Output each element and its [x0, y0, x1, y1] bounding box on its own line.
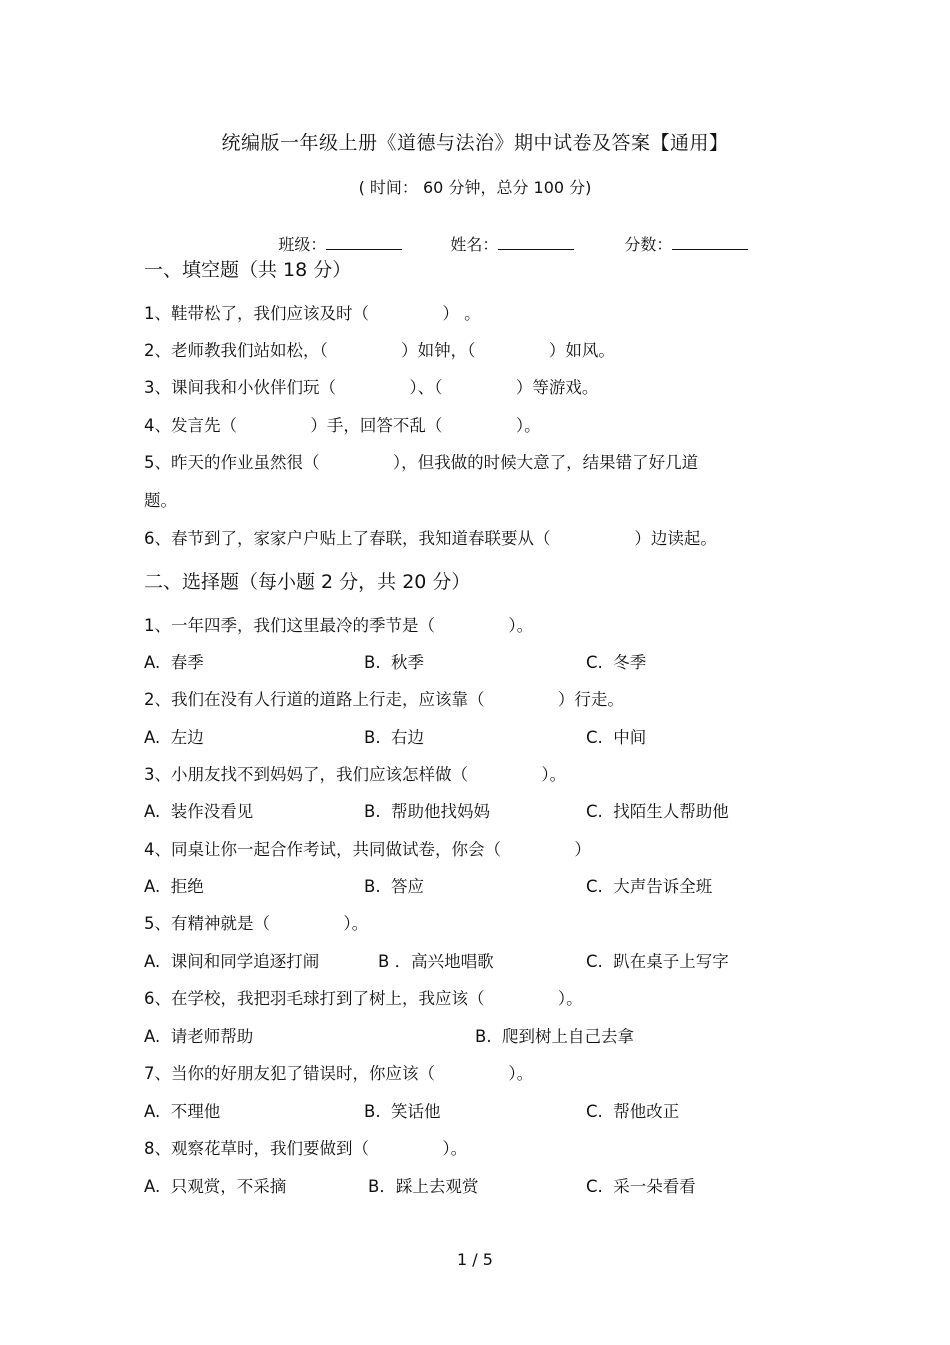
- option-b: B. 右边: [364, 728, 425, 747]
- option-a: A. 装作没看见: [144, 802, 254, 821]
- choice-question: 8、观察花草时，我们要做到（ ）。: [144, 1139, 468, 1158]
- exam-time-score: ( 时间： 60 分钟，总分 100 分): [358, 178, 592, 197]
- option-a: A. 左边: [144, 728, 204, 747]
- option-c: C. 大声告诉全班: [586, 877, 713, 896]
- section-heading-fill-in: 一、填空题（共 18 分）: [144, 259, 352, 281]
- option-c: C. 趴在桌子上写字: [586, 952, 729, 971]
- score-label: 分数：: [624, 235, 673, 254]
- name-blank: [498, 231, 574, 250]
- option-a: A. 只观赏，不采摘: [144, 1177, 287, 1196]
- option-b: B. 笑话他: [364, 1102, 441, 1121]
- option-b: B. 帮助他找妈妈: [364, 802, 491, 821]
- option-a: A. 不理他: [144, 1102, 221, 1121]
- choice-question: 6、在学校，我把羽毛球打到了树上，我应该（ ）。: [144, 989, 583, 1008]
- choice-question: 1、一年四季，我们这里最冷的季节是（ ）。: [144, 616, 534, 635]
- choice-question: 2、我们在没有人行道的道路上行走，应该靠（ ）行走。: [144, 690, 624, 709]
- fill-question: 6、春节到了，家家户户贴上了春联，我知道春联要从（ ）边读起。: [144, 529, 717, 548]
- option-c: C. 采一朵看看: [586, 1177, 696, 1196]
- choice-question: 4、同桌让你一起合作考试，共同做试卷，你会（ ）: [144, 840, 591, 859]
- fill-question-continued: 题。: [144, 491, 177, 510]
- fill-question: 2、老师教我们站如松，（ ）如钟，（ ）如风。: [144, 341, 615, 360]
- option-b: B. 秋季: [364, 653, 425, 672]
- option-c: C. 找陌生人帮助他: [586, 802, 729, 821]
- class-blank: [326, 231, 402, 250]
- option-b: B ．高兴地唱歌: [378, 952, 494, 971]
- option-a: A. 课间和同学追逐打闹: [144, 952, 320, 971]
- fill-question: 5、昨天的作业虽然很（ ），但我做的时候大意了，结果错了好几道: [144, 453, 699, 472]
- page-title: 统编版一年级上册《道德与法治》期中试卷及答案【通用】: [221, 132, 729, 154]
- fill-question: 4、发言先（ ）手，回答不乱（ ）。: [144, 416, 541, 435]
- score-blank: [672, 231, 748, 250]
- option-b: B．踩上去观赏: [368, 1177, 479, 1196]
- option-b: B. 爬到树上自己去拿: [475, 1027, 635, 1046]
- option-a: A. 请老师帮助: [144, 1027, 254, 1046]
- choice-question: 5、有精神就是（ ）。: [144, 914, 369, 933]
- class-label: 班级：: [278, 235, 327, 254]
- choice-question: 7、当你的好朋友犯了错误时，你应该（ ）。: [144, 1064, 534, 1083]
- choice-question: 3、小朋友找不到妈妈了，我们应该怎样做（ ）。: [144, 765, 567, 784]
- option-c: C. 冬季: [586, 653, 647, 672]
- option-c: C. 帮他改正: [586, 1102, 680, 1121]
- option-a: A. 拒绝: [144, 877, 204, 896]
- option-a: A. 春季: [144, 653, 204, 672]
- page-number: 1 / 5: [457, 1250, 493, 1269]
- fill-question: 1、鞋带松了，我们应该及时（ ） 。: [144, 304, 481, 323]
- name-label: 姓名：: [450, 235, 499, 254]
- score-field: [604, 212, 748, 274]
- option-b: B. 答应: [364, 877, 425, 896]
- option-c: C. 中间: [586, 728, 647, 747]
- section-heading-choice: 二、选择题（每小题 2 分，共 20 分）: [144, 571, 471, 593]
- fill-question: 3、课间我和小伙伴们玩（ ）、（ ）等游戏。: [144, 378, 599, 397]
- name-field: [430, 212, 574, 274]
